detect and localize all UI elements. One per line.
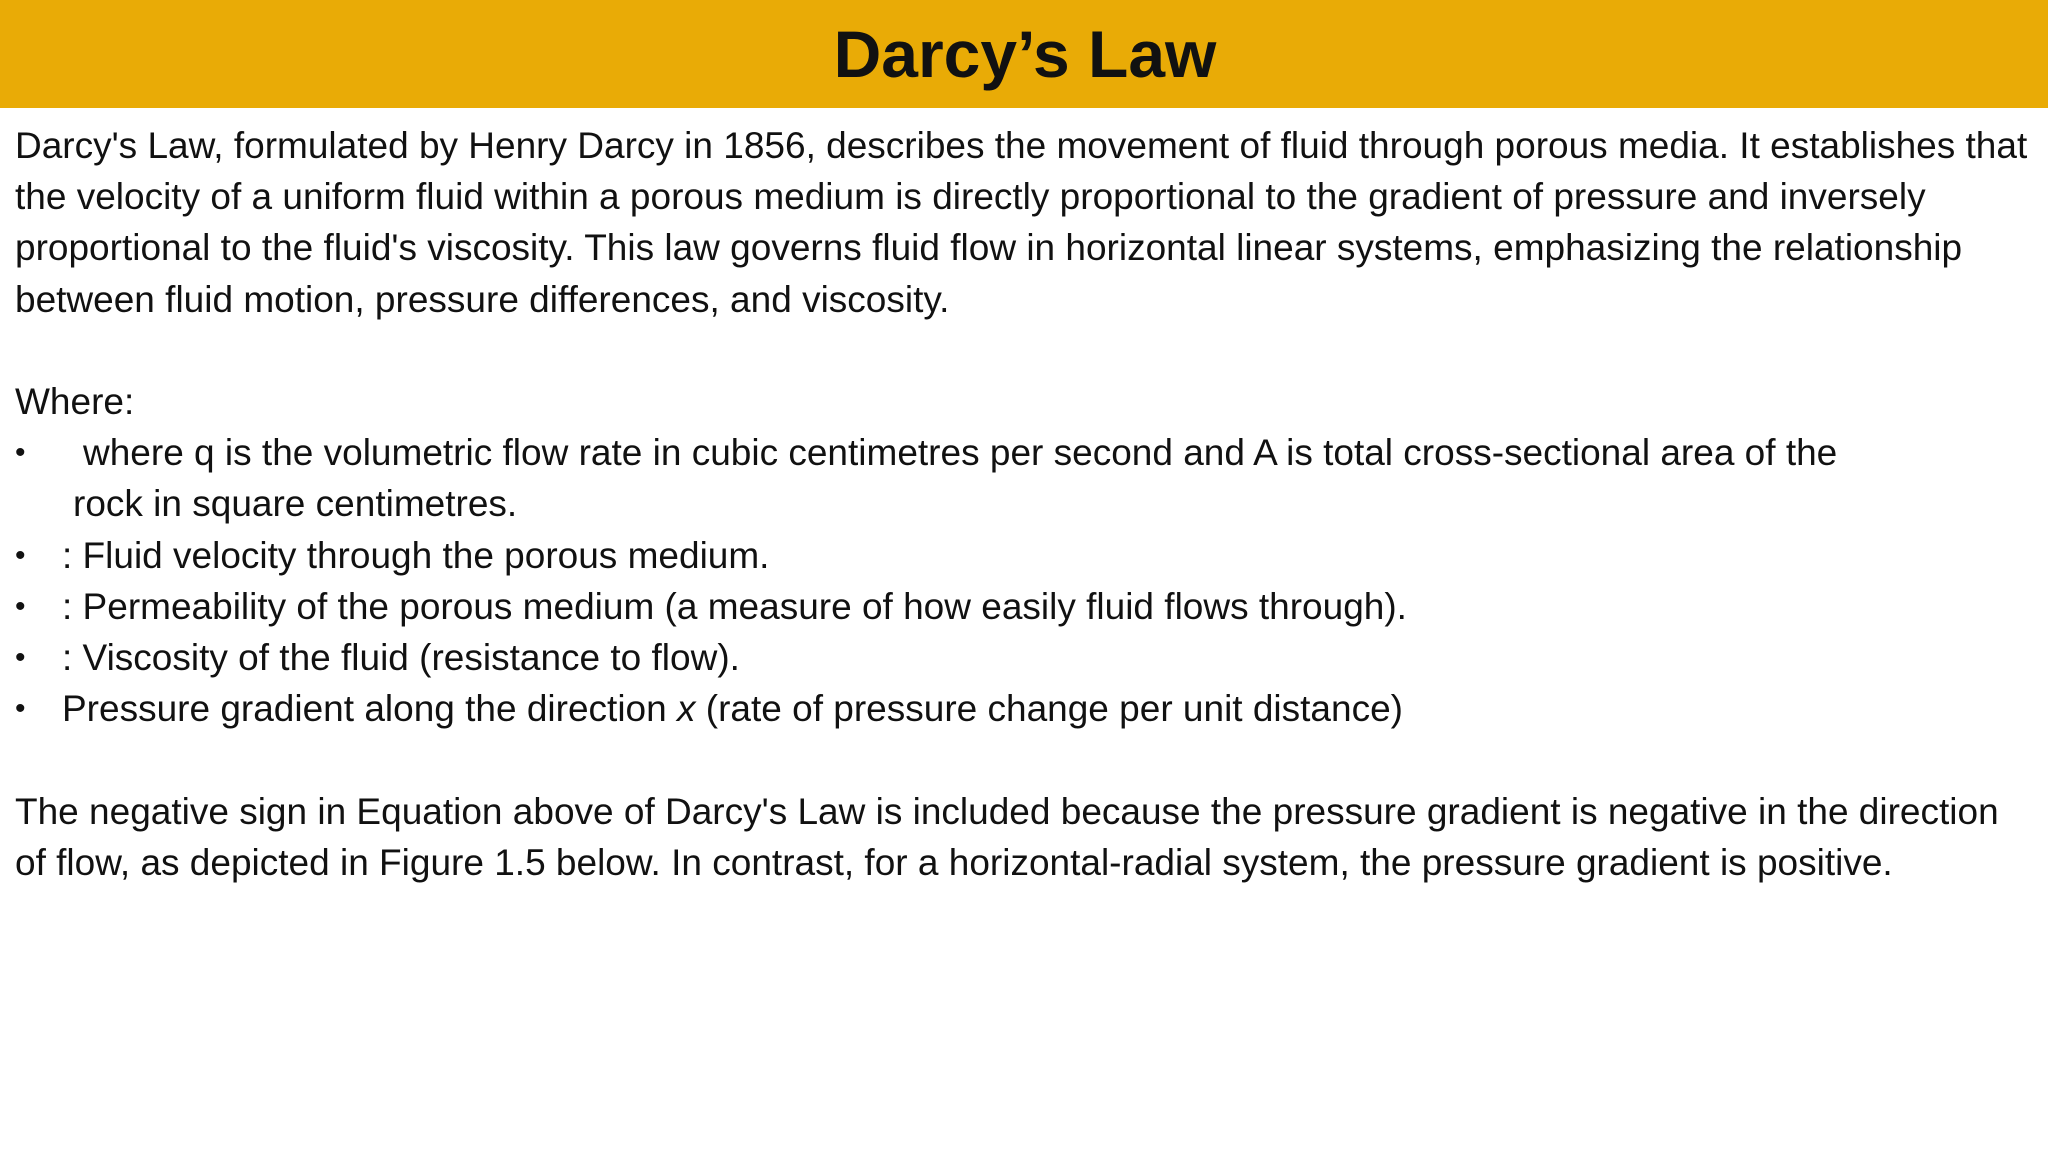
bullet-icon: • (15, 538, 26, 572)
title-bar (0, 0, 2048, 108)
bullet-icon: • (15, 641, 26, 675)
list-item (15, 632, 2030, 683)
list-item-text: : Permeability of the porous medium (a measure of how easily fluid flows through). (62, 585, 1407, 627)
intro-paragraph: Darcy's Law, formulated by Henry Darcy in 1856, describes the movement of fluid through porous media. It establishes that the velocity of a uniform fluid within a porous medium is directly proportional to the gradient of pressure and inversely proportional to the fluid's viscosity. This law governs fluid flow in horizontal linear systems, emphasizing the relationship between fluid motion, pressure differences, and viscosity. (15, 125, 2028, 320)
slide-body (15, 120, 2030, 888)
closing-paragraph: The negative sign in Equation above of Darcy's Law is included because the pressure gradient is negative in the direction of flow, as depicted in Figure 1.5 below. In contrast, for a horizontal-radial system, the pressure gradient is positive. (15, 790, 1999, 883)
bullet-icon: • (15, 436, 26, 470)
spacer (15, 734, 2030, 785)
list-item-continuation: rock in square centimetres. (73, 483, 518, 525)
list-item-text-pre: Pressure gradient along the direction (62, 688, 677, 730)
where-label: Where: (15, 381, 135, 422)
list-item-text: where q is the volumetric flow rate in cubic centimetres per second and A is total cross-sectional area of the (83, 432, 1838, 474)
list-item (15, 427, 2030, 529)
list-item (15, 581, 2030, 632)
list-item-text (15, 683, 2030, 734)
list-item (15, 530, 2030, 581)
list-item-text: : Viscosity of the fluid (resistance to flow). (62, 637, 740, 679)
list-item-text: : Fluid velocity through the porous medium. (62, 534, 770, 576)
bullet-icon: • (15, 692, 26, 726)
definition-list (15, 427, 2030, 734)
list-item-text-variable: x (676, 688, 696, 730)
list-item-text-post: (rate of pressure change per unit distance) (695, 688, 1403, 730)
spacer (15, 325, 2030, 376)
slide-title: Darcy’s Law (833, 17, 1217, 91)
bullet-icon: • (15, 589, 26, 623)
list-item (15, 683, 2030, 734)
